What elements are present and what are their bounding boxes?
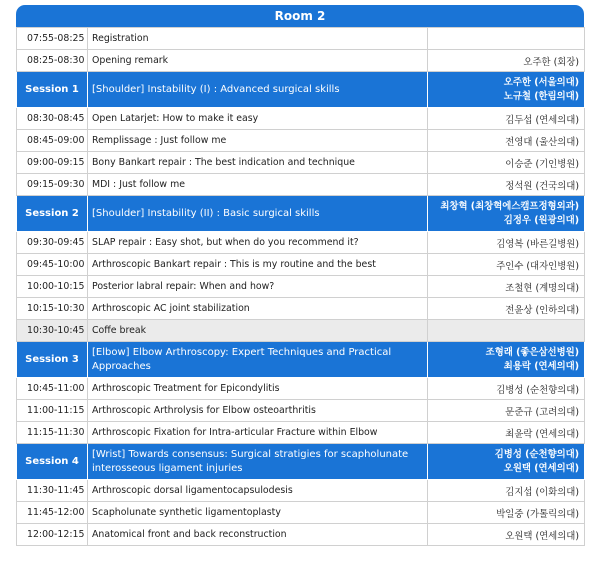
moderator-name: 김병성 (순천향의대) [494,448,579,460]
talk-title: SLAP repair : Easy shot, but when do you recommend it? [88,232,428,254]
speaker-cell: 김지섭 (이화의대) [428,480,585,502]
speaker-cell: 이승준 (기인병원) [428,152,585,174]
schedule-row [17,400,585,422]
moderators [428,72,585,108]
time-cell: 11:15-11:30 [17,422,88,444]
speaker-cell: 김두섭 (연세의대) [428,108,585,130]
schedule-row [17,422,585,444]
session-title: [Shoulder] Instability (II) : Basic surgical skills [88,196,428,232]
room-title: Room 2 [16,5,584,27]
schedule-table [16,27,585,546]
session-title: [Elbow] Elbow Arthroscopy: Expert Techniques and Practical Approaches [88,342,428,378]
time-cell: 09:30-09:45 [17,232,88,254]
talk-title: Arthroscopic dorsal ligamentocapsulodesis [88,480,428,502]
talk-title: Scapholunate synthetic ligamentoplasty [88,502,428,524]
time-cell: 08:45-09:00 [17,130,88,152]
moderators [428,196,585,232]
session-title: [Shoulder] Instability (I) : Advanced surgical skills [88,72,428,108]
session-header-row [17,196,585,232]
talk-title: Opening remark [88,50,428,72]
talk-title: Anatomical front and back reconstruction [88,524,428,546]
session-header-row [17,342,585,378]
talk-title: Arthroscopic Treatment for Epicondylitis [88,378,428,400]
talk-title: Arthroscopic AC joint stabilization [88,298,428,320]
schedule-row [17,378,585,400]
schedule-row [17,480,585,502]
time-cell: 10:00-10:15 [17,276,88,298]
talk-title: Posterior labral repair: When and how? [88,276,428,298]
schedule-row [17,232,585,254]
moderator-name: 최용락 (연세의대) [503,360,579,372]
speaker-cell: 오주한 (회장) [428,50,585,72]
session-header-row [17,444,585,480]
moderators [428,342,585,378]
moderator-name: 오주한 (서울의대) [503,76,579,88]
speaker-cell: 오원택 (연세의대) [428,524,585,546]
time-cell: 09:15-09:30 [17,174,88,196]
talk-title: Arthroscopic Arthrolysis for Elbow osteoarthritis [88,400,428,422]
talk-title: Remplissage : Just follow me [88,130,428,152]
time-cell: 09:00-09:15 [17,152,88,174]
schedule-row [17,174,585,196]
talk-title: MDI : Just follow me [88,174,428,196]
schedule-row [17,276,585,298]
schedule-container [16,5,584,546]
schedule-row [17,502,585,524]
schedule-row [17,50,585,72]
schedule-row [17,254,585,276]
schedule-row [17,108,585,130]
time-cell: 11:30-11:45 [17,480,88,502]
time-cell: 11:45-12:00 [17,502,88,524]
moderator-name: 오원택 (연세의대) [503,462,579,474]
speaker-cell: 주인수 (대자인병원) [428,254,585,276]
moderator-name: 노규철 (한림의대) [503,90,579,102]
time-cell: 10:15-10:30 [17,298,88,320]
time-cell: 10:45-11:00 [17,378,88,400]
time-cell: 09:45-10:00 [17,254,88,276]
time-cell: 08:30-08:45 [17,108,88,130]
speaker-cell: 정석원 (건국의대) [428,174,585,196]
talk-title: Arthroscopic Bankart repair : This is my routine and the best [88,254,428,276]
schedule-row [17,130,585,152]
moderator-name: 김정우 (원광의대) [503,214,579,226]
speaker-cell: 문준규 (고려의대) [428,400,585,422]
moderators [428,444,585,480]
speaker-cell: 김영복 (바른길병원) [428,232,585,254]
talk-title: Arthroscopic Fixation for Intra-articular Fracture within Elbow [88,422,428,444]
time-cell: 10:30-10:45 [17,320,88,342]
moderator-name: 조형래 (좋은삼선병원) [485,346,579,358]
schedule-row [17,152,585,174]
session-label: Session 1 [17,72,88,108]
session-header-row [17,72,585,108]
time-cell: 11:00-11:15 [17,400,88,422]
talk-title: Coffe break [88,320,428,342]
break-row [17,320,585,342]
speaker-cell [428,28,585,50]
speaker-cell: 박일중 (가톨릭의대) [428,502,585,524]
speaker-cell: 조철현 (계명의대) [428,276,585,298]
speaker-cell: 김병성 (순천향의대) [428,378,585,400]
session-title: [Wrist] Towards consensus: Surgical stratigies for scapholunate interosseous ligament injuries [88,444,428,480]
talk-title: Open Latarjet: How to make it easy [88,108,428,130]
session-label: Session 2 [17,196,88,232]
speaker-cell [428,320,585,342]
time-cell: 08:25-08:30 [17,50,88,72]
speaker-cell: 최윤락 (연세의대) [428,422,585,444]
session-label: Session 4 [17,444,88,480]
speaker-cell: 전영대 (울산의대) [428,130,585,152]
speaker-cell: 전윤상 (인하의대) [428,298,585,320]
talk-title: Bony Bankart repair : The best indication and technique [88,152,428,174]
time-cell: 12:00-12:15 [17,524,88,546]
talk-title: Registration [88,28,428,50]
schedule-row [17,298,585,320]
schedule-row [17,524,585,546]
moderator-name: 최창혁 (최창혁에스캠프정형외과) [440,200,579,212]
schedule-row [17,28,585,50]
time-cell: 07:55-08:25 [17,28,88,50]
session-label: Session 3 [17,342,88,378]
